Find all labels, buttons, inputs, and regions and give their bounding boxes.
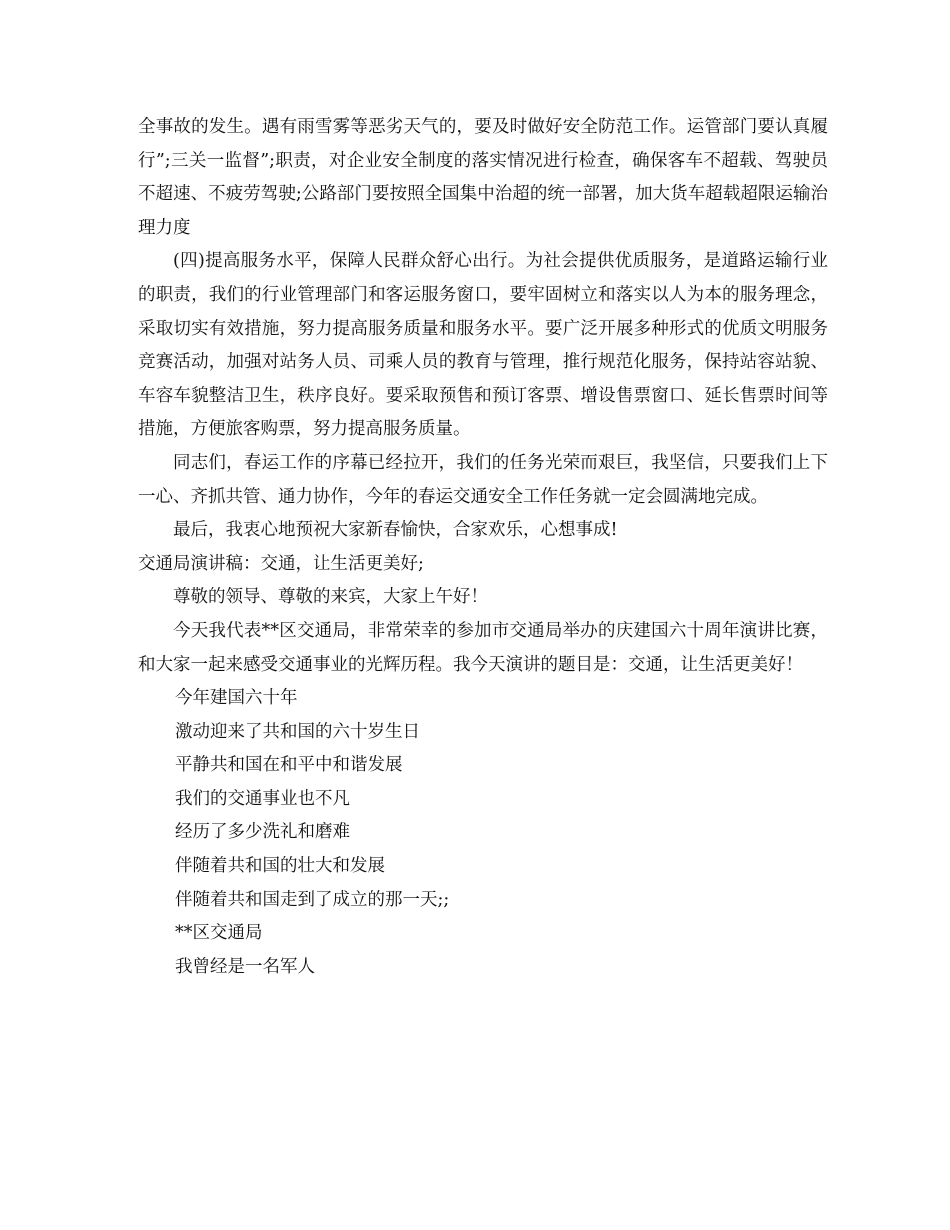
poem-line: **区交通局	[175, 923, 263, 944]
paragraph-speech-intro: 今天我代表**区交通局，非常荣幸的参加市交通局举办的庆建国六十周年演讲比赛，和大家一起来感受交通事业的光辉历程。我今天演讲的题目是：交通，让生活更美好！	[138, 620, 828, 675]
document-body	[138, 111, 828, 984]
poem-line: 今年建国六十年	[175, 688, 298, 709]
paragraph-closing-remarks: 同志们，春运工作的序幕已经拉开，我们的任务光荣而艰巨，我坚信，只要我们上下一心、齐抓共管、通力协作，今年的春运交通安全工作任务就一定会圆满地完成。	[138, 452, 828, 507]
poem-line: 伴随着共和国走到了成立的那一天;;	[175, 889, 450, 910]
paragraph-safety-duties: 全事故的发生。遇有雨雪雾等恶劣天气的，要及时做好安全防范工作。运管部门要认真履行”;三关一监督”;职责，对企业安全制度的落实情况进行检查，确保客车不超载、驾驶员不超速、不疲劳驾驶;公路部门要按照全国集中治超的统一部署，加大货车超载超限运输治理力度	[138, 117, 828, 238]
poem-line: 我们的交通事业也不凡	[175, 788, 350, 809]
paragraph-service-level: (四)提高服务水平，保障人民群众舒心出行。为社会提供优质服务，是道路运输行业的职责，我们的行业管理部门和客运服务窗口，要牢固树立和落实以人为本的服务理念，采取切实有效措施，努力提高服务质量和服务水平。要广泛开展多种形式的优质文明服务竞赛活动，加强对站务人员、司乘人员的教育与管理，推行规范化服务，保持站容站貌、车容车貌整洁卫生，秩序良好。要采取预售和预订客票、增设售票窗口、延长售票时间等措施，方便旅客购票，努力提高服务质量。	[138, 251, 828, 440]
poem-line: 激动迎来了共和国的六十岁生日	[175, 721, 420, 742]
poem-line: 我曾经是一名军人	[175, 956, 315, 977]
paragraph-greeting: 尊敬的领导、尊敬的来宾，大家上午好！	[173, 587, 488, 608]
paragraph-new-year-wishes: 最后，我衷心地预祝大家新春愉快，合家欢乐，心想事成!	[173, 520, 618, 541]
speech-title: 交通局演讲稿：交通，让生活更美好;	[138, 553, 424, 574]
poem-line: 经历了多少洗礼和磨难	[175, 822, 350, 843]
poem-line: 平静共和国在和平中和谐发展	[175, 755, 403, 776]
poem-line: 伴随着共和国的壮大和发展	[175, 856, 385, 877]
